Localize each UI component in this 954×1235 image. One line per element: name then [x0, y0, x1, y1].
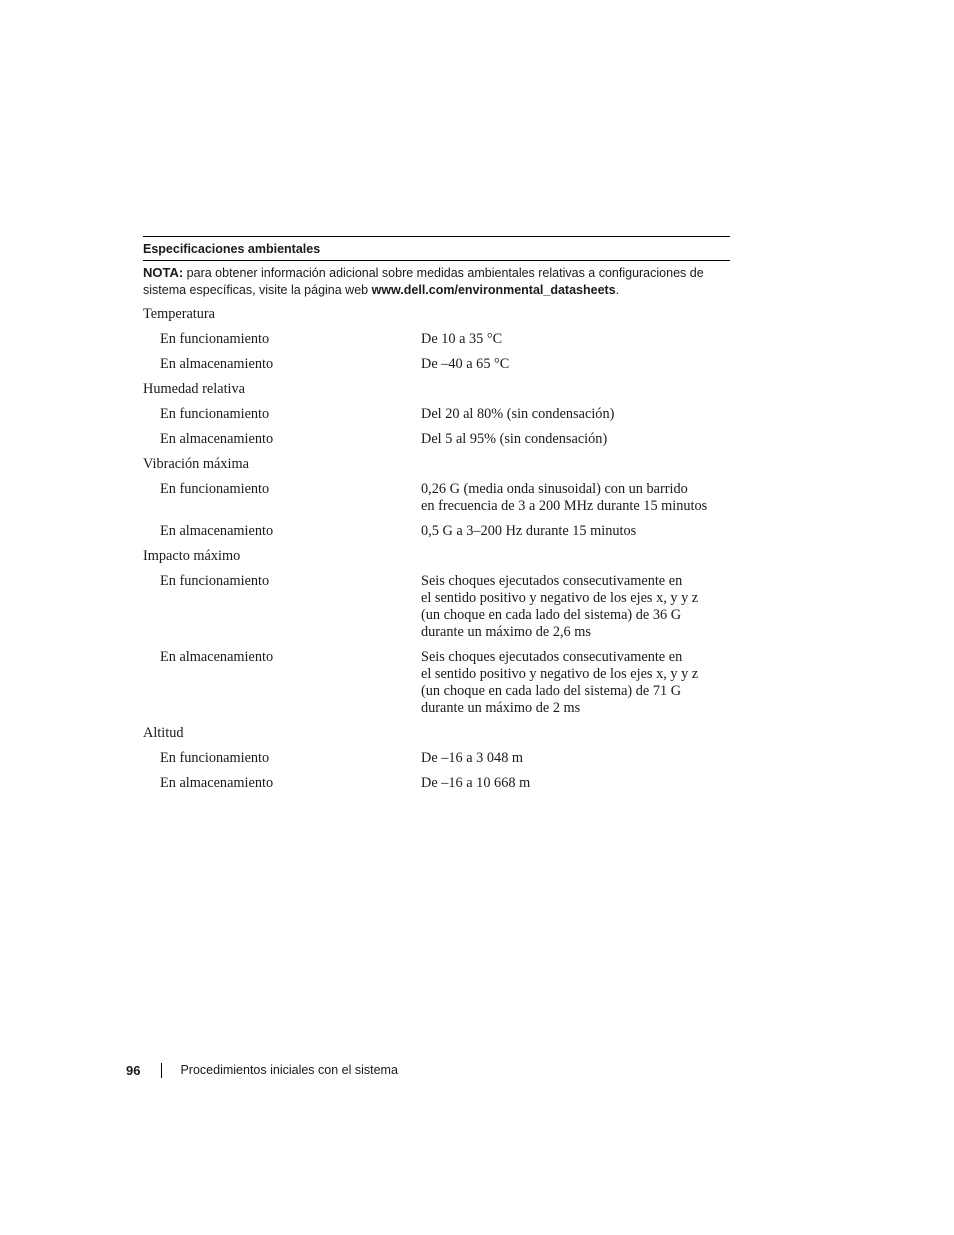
page-footer [126, 1062, 398, 1079]
value-line: durante un máximo de 2,6 ms [421, 624, 591, 640]
row-value [421, 649, 730, 717]
section-title: Procedimientos iniciales con el sistema [180, 1063, 398, 1077]
table-row [143, 323, 730, 348]
category-altitude: Altitud [143, 725, 184, 741]
table-row [143, 641, 730, 717]
datasheet-link[interactable]: www.dell.com/environmental_datasheets [371, 283, 616, 297]
value-line: (un choque en cada lado del sistema) de 36 G [421, 607, 682, 623]
value-line: Seis choques ejecutados consecutivamente en [421, 649, 683, 665]
row-value: Del 5 al 95% (sin condensación) [421, 431, 608, 447]
note-label: NOTA: [143, 265, 184, 280]
value-line: el sentido positivo y negativo de los ejes x, y y z [421, 666, 699, 682]
table-row [143, 565, 730, 641]
value-line: Seis choques ejecutados consecutivamente en [421, 573, 683, 589]
table-row [143, 767, 730, 792]
row-label: En almacenamiento [160, 356, 274, 372]
table-row [143, 423, 730, 448]
row-label: En funcionamiento [160, 573, 270, 589]
value-line: en frecuencia de 3 a 200 MHz durante 15 minutos [421, 498, 708, 514]
value-line: 0,26 G (media onda sinusoidal) con un barrido [421, 481, 688, 497]
footer-divider [161, 1063, 162, 1078]
row-value [421, 573, 730, 641]
row-value: De –16 a 3 048 m [421, 750, 524, 766]
table-row [143, 515, 730, 540]
category-shock: Impacto máximo [143, 548, 241, 564]
value-line: el sentido positivo y negativo de los ejes x, y y z [421, 590, 699, 606]
row-label: En almacenamiento [160, 649, 274, 665]
category-temperature: Temperatura [143, 306, 216, 322]
row-label: En funcionamiento [160, 406, 270, 422]
table-row [143, 348, 730, 373]
row-value: 0,5 G a 3–200 Hz durante 15 minutos [421, 523, 637, 539]
note-end: . [615, 283, 620, 297]
row-label: En almacenamiento [160, 775, 274, 791]
note-text: para obtener información adicional sobre medidas ambientales relativas a configuraciones de sistema específicas, visite la página web [143, 266, 704, 297]
category-humidity: Humedad relativa [143, 381, 246, 397]
row-value [421, 481, 730, 515]
environmental-spec-table [143, 236, 730, 792]
table-row [143, 398, 730, 423]
category-vibration: Vibración máxima [143, 456, 249, 472]
row-label: En funcionamiento [160, 481, 270, 497]
value-line: (un choque en cada lado del sistema) de 71 G [421, 683, 682, 699]
row-value: De –16 a 10 668 m [421, 775, 531, 791]
row-label: En funcionamiento [160, 750, 270, 766]
row-label: En almacenamiento [160, 523, 274, 539]
table-row [143, 742, 730, 767]
page-number: 96 [126, 1063, 141, 1078]
value-line: durante un máximo de 2 ms [421, 700, 581, 716]
spec-rows [143, 298, 730, 792]
note [143, 264, 730, 298]
table-title: Especificaciones ambientales [143, 236, 730, 261]
row-value: Del 20 al 80% (sin condensación) [421, 406, 615, 422]
row-value: De 10 a 35 °C [421, 331, 503, 347]
table-row [143, 473, 730, 515]
row-label: En almacenamiento [160, 431, 274, 447]
row-label: En funcionamiento [160, 331, 270, 347]
row-value: De –40 a 65 °C [421, 356, 510, 372]
